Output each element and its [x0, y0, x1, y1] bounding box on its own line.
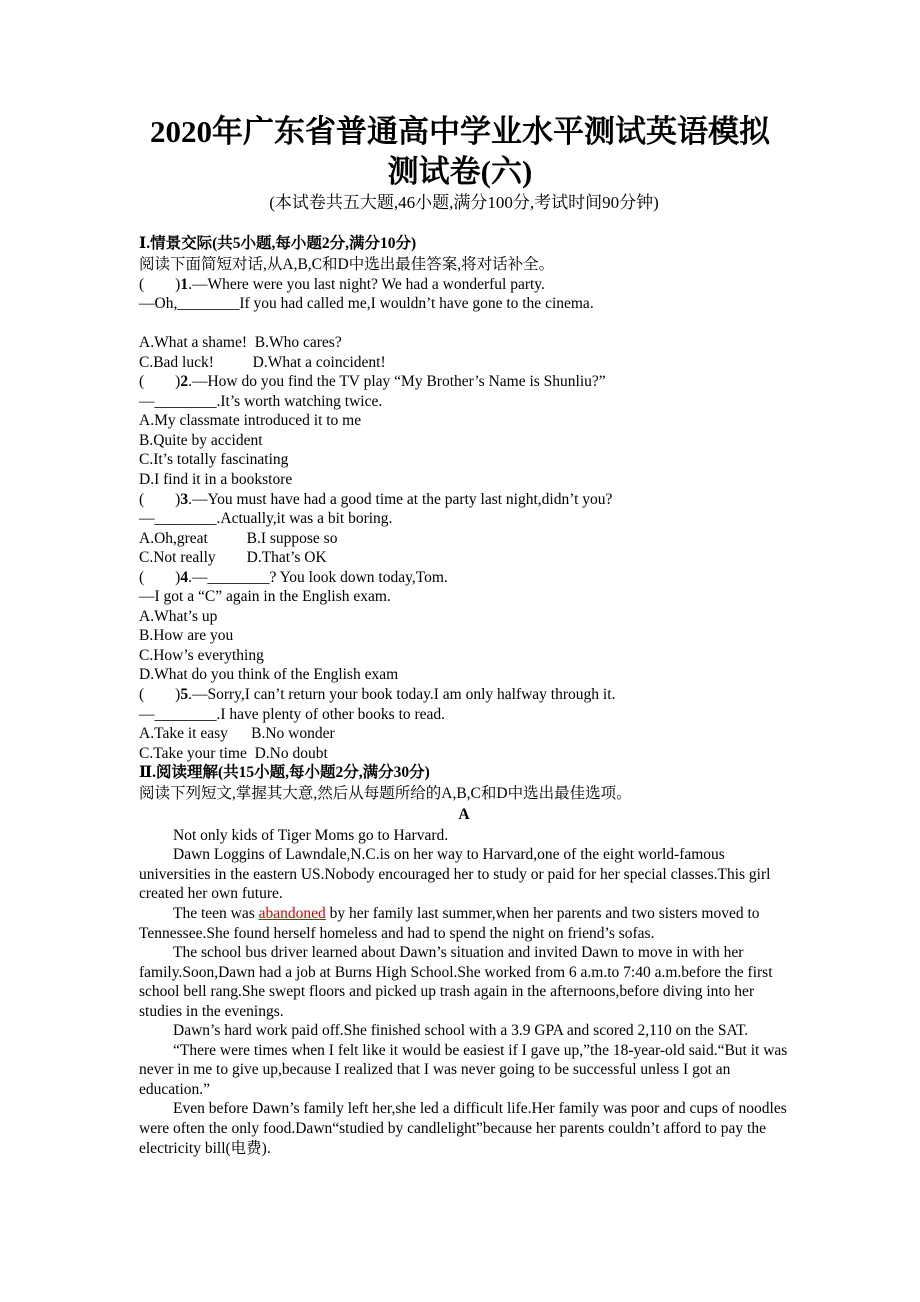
question-reply: —________.Actually,it was a bit boring.	[139, 510, 393, 528]
answer-bracket[interactable]: ( )	[139, 373, 181, 391]
passage-paragraph: “There were times when I felt like it would be easiest if I gave up,”the 18-year-old said.“But it was never in me to give up,because I realized that I was never going to be successful unless I got an education.”	[139, 1041, 788, 1098]
question-number: 1	[180, 275, 189, 293]
answer-options: A.Oh,great B.I suppose so	[139, 529, 338, 547]
answer-options: C.Bad luck! D.What a coincident!	[139, 353, 386, 371]
question-number: 3	[180, 490, 189, 508]
question-stem	[139, 275, 789, 295]
answer-options: C.Take your time D.No doubt	[139, 744, 328, 762]
section2-instruction: 阅读下列短文,掌握其大意,然后从每题所给的A,B,C和D中选出最佳选项。	[139, 785, 632, 803]
passage-paragraph: Even before Dawn’s family left her,she led a difficult life.Her family was poor and cups of noodles were often the only food.Dawn“studied by candlelight”because her parents couldn’t afford to pay the electricity bill(电费).	[139, 1100, 787, 1157]
answer-options: B.How are you	[139, 627, 234, 645]
question-stem	[139, 372, 789, 392]
question-number: 4	[180, 568, 189, 586]
question-number: 5	[180, 686, 189, 704]
passage-paragraph	[139, 904, 789, 943]
passage-paragraph: Dawn Loggins of Lawndale,N.C.is on her way to Harvard,one of the eight world-famous universities in the eastern US.Nobody encouraged her to study or paid for her special classes.This girl created her own future.	[139, 846, 771, 903]
question-stem	[139, 490, 789, 510]
question-list	[139, 275, 789, 764]
answer-options: A.What’s up	[139, 607, 218, 625]
question-text: .—Sorry,I can’t return your book today.I am only halfway through it.	[188, 686, 616, 704]
passage-label: A	[458, 805, 470, 823]
question-reply: —________.It’s worth watching twice.	[139, 392, 383, 410]
answer-bracket[interactable]: ( )	[139, 568, 181, 586]
question-text: .—You must have had a good time at the party last night,didn’t you?	[188, 490, 613, 508]
answer-options: A.What a shame! B.Who cares?	[139, 334, 342, 352]
text: by her family last summer,when her parents and two sisters moved to Tennessee.She found herself homeless and had to spend the night on friend’s sofas.	[139, 904, 760, 942]
page-title-line2: 测试卷(六)	[387, 154, 533, 189]
spacer	[139, 314, 789, 334]
answer-options: C.Not really D.That’s OK	[139, 549, 327, 567]
passage-paragraph: The school bus driver learned about Dawn’s situation and invited Dawn to move in with her family.Soon,Dawn had a job at Burns High School.She worked from 6 a.m.to 7:40 a.m.before the first school bell rang.She swept floors and picked up trash again in the afternoons,before diving into her studies in the evenings.	[139, 944, 773, 1020]
question-reply: —________.I have plenty of other books to read.	[139, 705, 446, 723]
answer-options: A.Take it easy B.No wonder	[139, 725, 335, 743]
section1-instruction: 阅读下面简短对话,从A,B,C和D中选出最佳答案,将对话补全。	[139, 256, 555, 273]
question-reply: —Oh,________If you had called me,I wouldn’t have gone to the cinema.	[139, 295, 594, 313]
answer-bracket[interactable]: ( )	[139, 686, 181, 704]
answer-options: C.It’s totally fascinating	[139, 451, 289, 469]
question-number: 2	[180, 373, 189, 391]
page-title-line1: 2020年广东省普通高中学业水平测试英语模拟	[150, 114, 770, 149]
answer-bracket[interactable]: ( )	[139, 275, 181, 293]
answer-options: B.Quite by accident	[139, 431, 263, 449]
section2-heading: Ⅱ.阅读理解(共15小题,每小题2分,满分30分)	[139, 764, 430, 782]
highlighted-word[interactable]: abandoned	[258, 904, 326, 922]
question-stem	[139, 685, 789, 705]
question-text: .—How do you find the TV play “My Brother’s Name is Shunliu?”	[188, 373, 606, 391]
exam-content	[139, 234, 789, 1158]
question-reply: —I got a “C” again in the English exam.	[139, 588, 391, 606]
text: The teen was	[173, 904, 259, 922]
answer-options: A.My classmate introduced it to me	[139, 412, 362, 430]
answer-bracket[interactable]: ( )	[139, 490, 181, 508]
question-text: .—________? You look down today,Tom.	[188, 568, 448, 586]
answer-options: D.What do you think of the English exam	[139, 666, 399, 684]
question-stem	[139, 568, 789, 588]
passage-paragraph: Dawn’s hard work paid off.She finished school with a 3.9 GPA and scored 2,110 on the SAT.	[173, 1022, 749, 1040]
question-text: .—Where were you last night? We had a wonderful party.	[188, 275, 545, 293]
answer-options: D.I find it in a bookstore	[139, 471, 293, 489]
section1-heading: Ⅰ.情景交际(共5小题,每小题2分,满分10分)	[139, 235, 417, 252]
passage-paragraph: Not only kids of Tiger Moms go to Harvard.	[173, 826, 449, 844]
answer-options: C.How’s everything	[139, 646, 264, 664]
exam-info: (本试卷共五大题,46小题,满分100分,考试时间90分钟)	[269, 193, 659, 212]
